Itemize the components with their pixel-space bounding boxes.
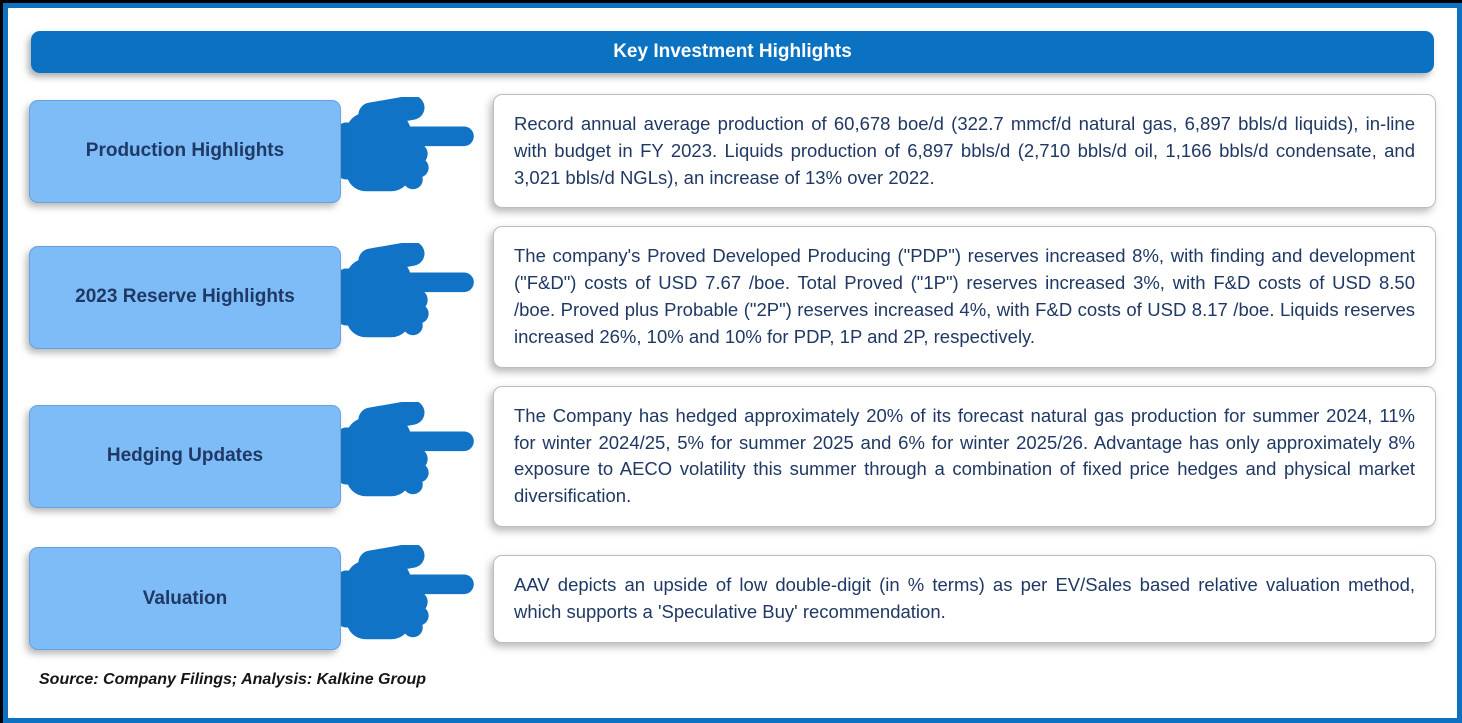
label-col [29,100,341,203]
body-text: Record annual average production of 60,678 boe/d (322.7 mmcf/d natural gas, 6,897 bbls/d liquids), in-line with budget in FY 2023. Liquids production of 6,897 bbls/d (2,710 bbls/d oil, 1,166 bbls/d condensate, and 3,021 bbls/d NGLs), an increase of 13% over 2022. [514,113,1415,188]
text-box-hedging-updates [493,386,1436,527]
pointing-hand-svg [335,545,485,653]
pointing-hand-right-icon [335,402,487,510]
text-box-production-highlights [493,94,1436,208]
pointing-hand-svg [335,402,485,510]
text-box-valuation [493,555,1436,643]
label-col [29,246,341,349]
label-col [29,405,341,508]
label-col [29,547,341,650]
page-title [31,31,1434,73]
source-note: Source: Company Filings; Analysis: Kalkine Group [39,670,427,688]
row-reserve-highlights [29,226,1436,367]
pointing-hand-svg [335,243,485,351]
label-text: Production Highlights [85,140,285,162]
row-production-highlights [29,94,1436,208]
row-valuation [29,545,1436,653]
label-text: Hedging Updates [106,445,264,467]
label-text: 2023 Reserve Highlights [75,286,295,308]
pointing-hand-svg [335,97,485,205]
page-title-label: Key Investment Highlights [613,41,852,62]
label-box-hedging-updates [29,405,341,508]
label-box-production-highlights [29,100,341,203]
text-box-reserve-highlights [493,226,1436,367]
row-hedging-updates [29,386,1436,527]
blue-border-frame [3,3,1462,723]
pointing-hand-right-icon [335,243,487,351]
body-text: The company's Proved Developed Producing ("PDP") reserves increased 8%, with finding and development ("F&D") costs of USD 7.67 /boe. Total Proved ("1P") reserves increased 3%, with F&D costs of USD 8.50 /boe. Proved plus Probable ("2P") reserves increased 4%, with F&D costs of USD 8.17 /boe. Liquids reserves increased 26%, 10% and 10% for PDP, 1P and 2P, respectively. [514,245,1415,347]
body-text: AAV depicts an upside of low double-digit (in % terms) as per EV/Sales based relative valuation method, which supports a 'Speculative Buy' recommendation. [514,574,1415,622]
pointing-hand-right-icon [335,545,487,653]
label-text: Valuation [142,587,228,609]
figure-canvas [8,8,1457,689]
label-box-valuation [29,547,341,650]
label-box-2023-reserve-highlights [29,246,341,349]
body-text: The Company has hedged approximately 20% of its forecast natural gas production for summer 2024, 11% for winter 2024/25, 5% for summer 2025 and 6% for winter 2025/26. Advantage has only approximately 8% exposure to AECO volatility this summer through a combination of fixed price hedges and physical market diversification. [514,404,1415,507]
pointing-hand-right-icon [335,97,487,205]
